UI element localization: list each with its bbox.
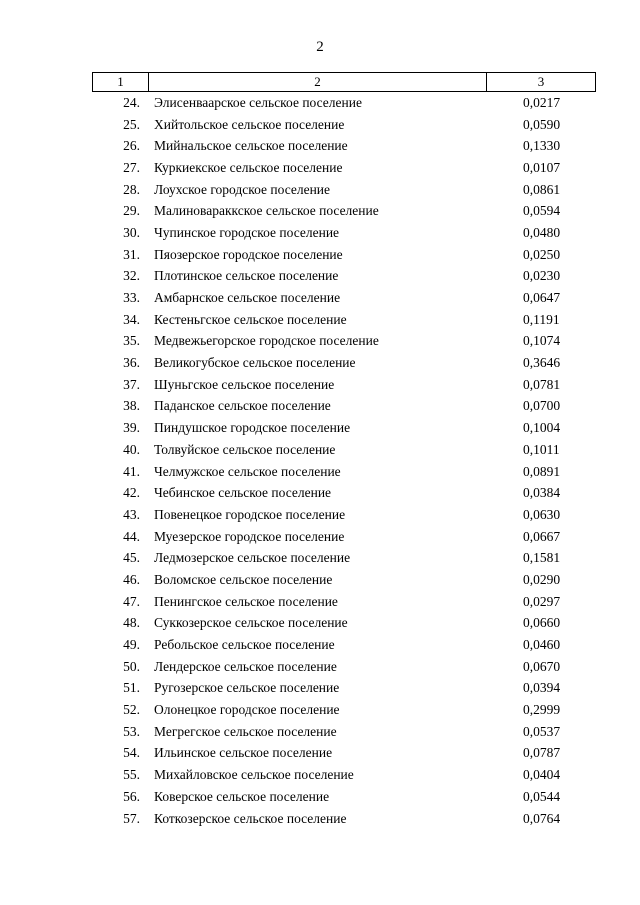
settlement-name: Пиндушское городское поселение (154, 420, 351, 436)
row-number: 26. (123, 138, 140, 154)
settlement-name: Чупинское городское поселение (154, 224, 340, 240)
settlement-value: 0,0891 (523, 463, 561, 479)
settlement-name: Ругозерское сельское поселение (154, 680, 340, 696)
row-number: 50. (123, 658, 140, 674)
row-number: 28. (123, 181, 140, 197)
row-number: 37. (123, 376, 140, 392)
table-row (92, 634, 596, 656)
row-number: 57. (123, 810, 140, 826)
table-row (92, 656, 596, 678)
settlement-name: Олонецкое городское поселение (154, 702, 340, 718)
table-row (92, 114, 596, 136)
row-number: 45. (123, 550, 140, 566)
settlement-value: 0,0861 (523, 181, 561, 197)
table-row (92, 417, 596, 439)
table-row (92, 699, 596, 721)
row-number: 44. (123, 528, 140, 544)
settlement-value: 0,2999 (523, 702, 561, 718)
settlement-name: Чебинское сельское поселение (154, 485, 332, 501)
settlement-value: 0,0404 (523, 767, 561, 783)
table-row (92, 591, 596, 613)
table-row (92, 613, 596, 635)
settlement-name: Муезерское городское поселение (154, 528, 345, 544)
settlement-name: Элисенваарское сельское поселение (154, 94, 362, 110)
row-number: 56. (123, 788, 140, 804)
settlement-value: 0,3646 (523, 355, 561, 371)
settlement-name: Толвуйское сельское поселение (154, 441, 336, 457)
settlement-value: 0,0384 (523, 485, 561, 501)
settlement-name: Плотинское сельское поселение (154, 268, 339, 284)
table-row (92, 786, 596, 808)
row-number: 54. (123, 745, 140, 761)
row-number: 25. (123, 116, 140, 132)
table-body (92, 92, 596, 829)
settlement-name: Ледмозерское сельское поселение (154, 550, 351, 566)
settlement-name: Коверское сельское поселение (154, 788, 330, 804)
settlement-value: 0,0630 (523, 506, 561, 522)
settlement-value: 0,0670 (523, 658, 561, 674)
row-number: 49. (123, 637, 140, 653)
settlement-name: Повенецкое городское поселение (154, 506, 346, 522)
table-row (92, 352, 596, 374)
table-row (92, 396, 596, 418)
settlement-name: Ильинское сельское поселение (154, 745, 333, 761)
row-number: 38. (123, 398, 140, 414)
row-number: 47. (123, 593, 140, 609)
settlement-value: 0,0297 (523, 593, 561, 609)
table-row (92, 721, 596, 743)
table-header (92, 72, 596, 92)
settlement-value: 0,0460 (523, 637, 561, 653)
table-row (92, 547, 596, 569)
table-row (92, 157, 596, 179)
table-row (92, 482, 596, 504)
settlement-value: 0,0217 (523, 94, 561, 110)
settlement-value: 0,1004 (523, 420, 561, 436)
settlement-name: Мегрегское сельское поселение (154, 723, 337, 739)
row-number: 32. (123, 268, 140, 284)
settlement-name: Амбарнское сельское поселение (154, 290, 341, 306)
table-row (92, 309, 596, 331)
settlement-value: 0,0594 (523, 203, 561, 219)
table-row (92, 179, 596, 201)
table-row (92, 331, 596, 353)
table-row (92, 569, 596, 591)
row-number: 30. (123, 224, 140, 240)
settlement-name: Ребольское сельское поселение (154, 637, 335, 653)
row-number: 41. (123, 463, 140, 479)
settlement-name: Пенингское сельское поселение (154, 593, 338, 609)
table-row (92, 244, 596, 266)
settlement-value: 0,1011 (523, 441, 560, 457)
row-number: 39. (123, 420, 140, 436)
row-number: 24. (123, 94, 140, 110)
settlement-name: Шуньгское сельское поселение (154, 376, 335, 392)
settlement-name: Куркиекское сельское поселение (154, 159, 343, 175)
table-row (92, 526, 596, 548)
settlement-value: 0,0590 (523, 116, 561, 132)
row-number: 33. (123, 290, 140, 306)
settlement-value: 0,1330 (523, 138, 561, 154)
settlement-value: 0,0660 (523, 615, 561, 631)
header-col-2: 2 (149, 73, 487, 91)
row-number: 48. (123, 615, 140, 631)
row-number: 34. (123, 311, 140, 327)
row-number: 55. (123, 767, 140, 783)
settlement-value: 0,0700 (523, 398, 561, 414)
settlement-value: 0,1191 (523, 311, 560, 327)
header-col-1: 1 (93, 73, 149, 91)
table-row (92, 504, 596, 526)
table-row (92, 135, 596, 157)
table-row (92, 808, 596, 830)
settlement-value: 0,0647 (523, 290, 561, 306)
settlement-value: 0,0544 (523, 788, 561, 804)
settlement-value: 0,0781 (523, 376, 561, 392)
settlement-value: 0,0667 (523, 528, 561, 544)
settlement-value: 0,1581 (523, 550, 561, 566)
settlement-value: 0,0537 (523, 723, 561, 739)
page-number: 2 (316, 39, 324, 55)
settlement-name: Медвежьегорское городское поселение (154, 333, 379, 349)
table-row (92, 92, 596, 114)
table-row (92, 200, 596, 222)
settlement-name: Суккозерское сельское поселение (154, 615, 348, 631)
settlement-name: Пяозерское городское поселение (154, 246, 343, 262)
table-row (92, 764, 596, 786)
table-row (92, 439, 596, 461)
row-number: 35. (123, 333, 140, 349)
settlement-value: 0,0764 (523, 810, 561, 826)
table-row (92, 287, 596, 309)
settlement-name: Паданское сельское поселение (154, 398, 331, 414)
settlement-value: 0,0290 (523, 571, 561, 587)
settlement-name: Михайловское сельское поселение (154, 767, 354, 783)
row-number: 40. (123, 441, 140, 457)
settlement-name: Мийнальское сельское поселение (154, 138, 348, 154)
settlement-name: Челмужское сельское поселение (154, 463, 341, 479)
row-number: 53. (123, 723, 140, 739)
settlement-value: 0,0787 (523, 745, 561, 761)
row-number: 31. (123, 246, 140, 262)
row-number: 29. (123, 203, 140, 219)
row-number: 43. (123, 506, 140, 522)
settlement-name: Хийтольское сельское поселение (154, 116, 345, 132)
settlement-name: Малиновараккское сельское поселение (154, 203, 379, 219)
settlement-name: Великогубское сельское поселение (154, 355, 356, 371)
settlement-value: 0,0480 (523, 224, 561, 240)
table-row (92, 678, 596, 700)
settlement-value: 0,1074 (523, 333, 561, 349)
table-row (92, 743, 596, 765)
row-number: 51. (123, 680, 140, 696)
header-col-3: 3 (537, 74, 545, 89)
settlement-value: 0,0394 (523, 680, 561, 696)
settlement-name: Кестеньгское сельское поселение (154, 311, 347, 327)
row-number: 27. (123, 159, 140, 175)
row-number: 52. (123, 702, 140, 718)
row-number: 36. (123, 355, 140, 371)
table-row (92, 461, 596, 483)
settlement-name: Лоухское городское поселение (154, 181, 331, 197)
row-number: 42. (123, 485, 140, 501)
settlement-name: Коткозерское сельское поселение (154, 810, 347, 826)
table-row (92, 374, 596, 396)
settlement-value: 0,0250 (523, 246, 561, 262)
table-row (92, 266, 596, 288)
settlement-name: Лендерское сельское поселение (154, 658, 337, 674)
table-row (92, 222, 596, 244)
row-number: 46. (123, 571, 140, 587)
settlement-name: Воломское сельское поселение (154, 571, 333, 587)
settlement-value: 0,0230 (523, 268, 561, 284)
settlement-value: 0,0107 (523, 159, 561, 175)
